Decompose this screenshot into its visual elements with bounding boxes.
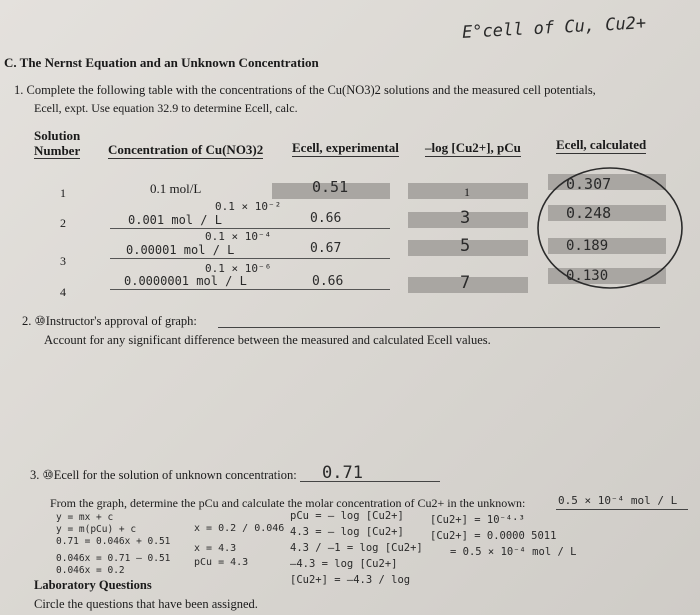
work-1-line-2: y = m(pCu) + c xyxy=(56,524,137,535)
work-column-4 xyxy=(430,512,576,560)
work-column-3 xyxy=(290,508,423,588)
row-2-rule xyxy=(110,228,390,229)
work-4-line-3: = 0.5 × 10⁻⁴ mol / L xyxy=(450,546,577,558)
row-2-log: 3 xyxy=(460,208,471,228)
section-title: C. The Nernst Equation and an Unknown Concentration xyxy=(4,55,319,70)
work-3-line-5: [Cu2+] = –4.3 / log xyxy=(290,574,411,586)
row-1-experimental: 0.51 xyxy=(312,178,349,196)
row-2-annotation: 0.1 × 10⁻⁴ xyxy=(205,230,272,243)
work-2-line-3: pCu = 4.3 xyxy=(194,557,249,568)
work-2-line-2: x = 4.3 xyxy=(194,543,237,554)
question-3-answer: 0.71 xyxy=(322,463,363,483)
row-1-annotation: 0.1 × 10⁻² xyxy=(215,200,282,213)
work-1-line-3: 0.71 = 0.046x + 0.51 xyxy=(56,536,171,547)
work-1-line-1: y = mx + c xyxy=(56,512,114,523)
lab-questions-title: Laboratory Questions xyxy=(34,578,152,592)
question-3-answer-line xyxy=(300,481,440,482)
row-4-experimental: 0.66 xyxy=(312,274,344,289)
question-1-line2: Ecell, expt. Use equation 32.9 to determine Ecell, calc. xyxy=(34,101,298,115)
row-3-experimental: 0.67 xyxy=(310,241,342,256)
work-column-2 xyxy=(194,522,284,570)
question-3-unknown-answer: 0.5 × 10⁻⁴ mol / L xyxy=(558,494,678,507)
work-3-line-1: pCu = – log [Cu2+] xyxy=(290,510,404,522)
row-4-concentration: 0.0000001 mol / L xyxy=(124,274,247,288)
row-2-concentration: 0.001 mol / L xyxy=(128,213,222,227)
work-3-line-2: 4.3 = – log [Cu2+] xyxy=(290,526,404,538)
work-3-line-4: –4.3 = log [Cu2+] xyxy=(290,558,398,570)
work-4-line-1: [Cu2+] = 10⁻⁴·³ xyxy=(430,514,525,526)
lab-questions-circle: Circle the questions that have been assigned. xyxy=(34,597,258,611)
work-4-line-2: [Cu2+] = 0.0000 5011 xyxy=(430,530,557,542)
question-1-line1: 1. Complete the following table with the concentrations of the Cu(NO3)2 solutions and the measured cell potentials, xyxy=(14,83,596,97)
row-3-calculated: 0.189 xyxy=(566,238,609,254)
header-concentration: Concentration of Cu(NO3)2 xyxy=(108,142,264,157)
work-1-line-4: 0.046x = 0.71 – 0.51 xyxy=(56,553,171,564)
row-1-concentration: 0.1 mol/L xyxy=(150,181,202,196)
row-3-number: 3 xyxy=(60,254,66,268)
row-1-calculated: 0.307 xyxy=(566,175,612,193)
row-4-log: 7 xyxy=(460,273,471,293)
work-column-1 xyxy=(56,512,170,577)
question-3-unknown-line xyxy=(556,509,688,510)
row-4-rule xyxy=(110,289,390,290)
work-1-line-5: 0.046x = 0.2 xyxy=(56,565,125,576)
row-4-number: 4 xyxy=(60,285,66,299)
circled-calculated-values xyxy=(532,160,692,300)
work-3-line-3: 4.3 / –1 = log [Cu2+] xyxy=(290,542,423,554)
question-2-label: 2. ⑩Instructor's approval of graph: xyxy=(22,314,197,328)
question-2-approval-line xyxy=(218,327,660,328)
row-3-annotation: 0.1 × 10⁻⁶ xyxy=(205,262,272,275)
header-log-pcu: –log [Cu2+], pCu xyxy=(425,140,521,155)
work-2-line-1: x = 0.2 / 0.046 xyxy=(194,523,285,534)
handwritten-title: E°cell of Cu, Cu2+ xyxy=(461,13,647,43)
row-2-number: 2 xyxy=(60,216,66,230)
header-calculated: Ecell, calculated xyxy=(556,137,647,152)
row-2-experimental: 0.66 xyxy=(310,211,342,226)
row-4-calculated: 0.130 xyxy=(566,268,609,284)
row-2-calculated: 0.248 xyxy=(566,204,612,222)
question-2-account: Account for any significant difference between the measured and calculated Ecell values. xyxy=(44,333,491,347)
row-1-number: 1 xyxy=(60,186,66,200)
header-experimental: Ecell, experimental xyxy=(292,140,399,155)
row-3-concentration: 0.00001 mol / L xyxy=(126,243,235,257)
row-3-log: 5 xyxy=(460,236,471,256)
row-3-rule xyxy=(110,258,390,259)
header-solution-number: Solution Number xyxy=(34,128,81,158)
question-3-label: 3. ⑩Ecell for the solution of unknown concentration: xyxy=(30,468,297,482)
row-1-log: 1 xyxy=(464,185,470,199)
question-3-line: From the graph, determine the pCu and calculate the molar concentration of Cu2+ in the unknown: xyxy=(50,496,526,510)
